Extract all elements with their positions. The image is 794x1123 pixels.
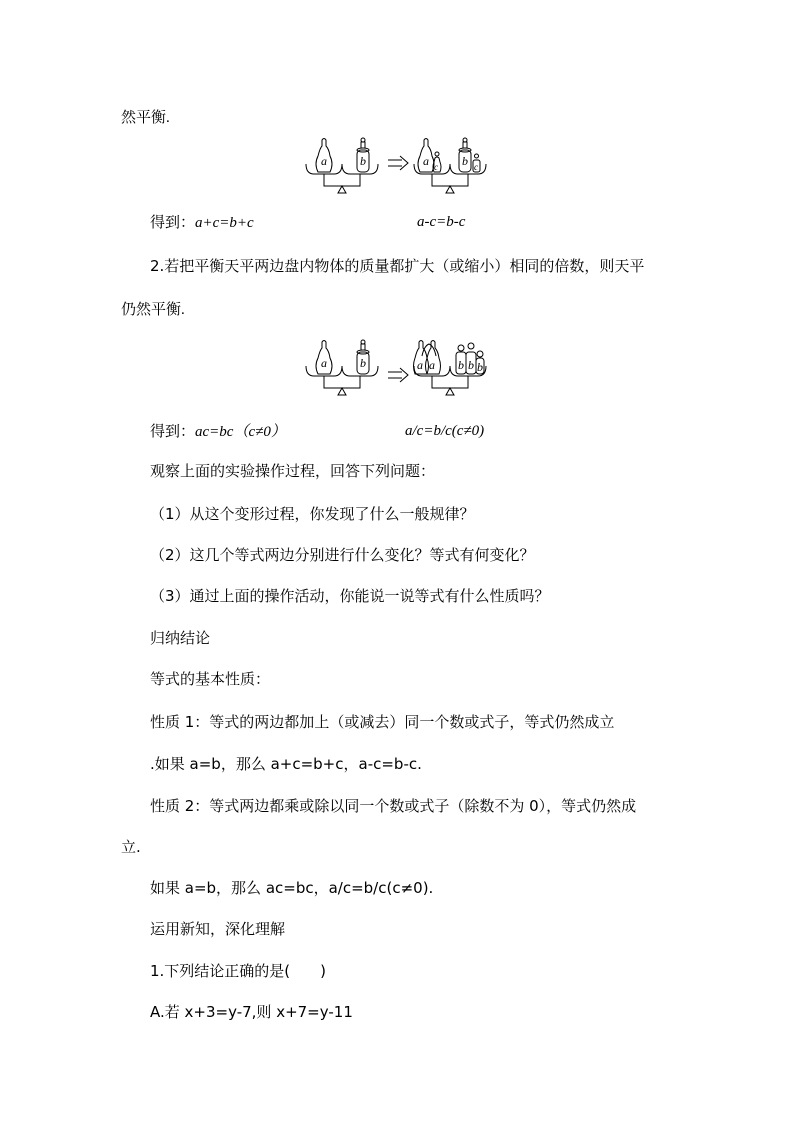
- continuation-period: .: [166, 110, 170, 126]
- option-a: A.若 x+3=y-7,则 x+7=y-11: [150, 1003, 353, 1021]
- properties-heading: 等式的基本性质：: [150, 670, 271, 688]
- balance-figure-addition-svg: [302, 134, 502, 204]
- paragraph-continuation: [121, 108, 170, 127]
- summary-heading: 归纳结论: [150, 629, 211, 647]
- property-2-example: 如果 a=b，那么 ac=bc，a/c=b/c(c≠0).: [150, 879, 434, 897]
- apply-heading: 运用新知，深化理解: [150, 920, 286, 938]
- rule2-line2-period: .: [181, 302, 185, 318]
- balance-figure-multiplication-svg: [302, 336, 502, 406]
- figure1-label-c-right: c: [474, 162, 478, 172]
- figure2-label-a: a: [321, 356, 327, 370]
- figure2-label-a1: a: [417, 358, 423, 372]
- balance-figure-addition: [302, 134, 502, 208]
- result1-label: 得到：: [150, 213, 196, 231]
- question-3: （3）通过上面的操作活动，你能说一说等式有什么性质吗？: [150, 587, 550, 605]
- result1-eq-right: a-c=b-c: [417, 214, 466, 230]
- figure1-label-b-right: b: [462, 154, 468, 168]
- observe-prompt: 观察上面的实验操作过程，回答下列问题：: [150, 462, 436, 480]
- result1-eq-left: a+c=b+c: [195, 215, 254, 231]
- figure2-label-b1: b: [458, 358, 464, 372]
- result2-eq-right: a/c=b/c(c≠0): [405, 423, 485, 439]
- continuation-text: 然平衡: [121, 108, 167, 126]
- question-1: （1）从这个变形过程，你发现了什么一般规律？: [150, 505, 475, 523]
- rule2-line1: 2.若把平衡天平两边盘内物体的质量都扩大（或缩小）相同的倍数，则天平: [150, 257, 645, 275]
- rule2-line2: [121, 300, 185, 319]
- figure2-label-b3: b: [477, 360, 483, 374]
- figure1-label-c-left: c: [434, 162, 438, 172]
- figure2-label-a2: a: [429, 358, 435, 372]
- question-2: （2）这几个等式两边分别进行什么变化？等式有何变化？: [150, 546, 535, 564]
- balance-figure-multiplication: [302, 336, 502, 410]
- result2-eq-left: ac=bc（c≠0）: [195, 424, 286, 440]
- figure2-label-b2: b: [468, 358, 474, 372]
- result-line-2: [150, 422, 286, 441]
- property-1: 性质 1：等式的两边都加上（或减去）同一个数或式子，等式仍然成立: [150, 713, 615, 731]
- question-multiple-choice: 1.下列结论正确的是( ): [150, 962, 327, 980]
- figure2-label-b: b: [360, 356, 366, 370]
- rule2-line2-text: 仍然平衡: [121, 300, 182, 318]
- result-line-1: [150, 213, 254, 232]
- property-2-line1: 性质 2：等式两边都乘或除以同一个数或式子（除数不为 0），等式仍然成: [150, 797, 637, 815]
- figure1-label-b: b: [360, 154, 366, 168]
- property-2-line2: 立.: [121, 838, 141, 856]
- result2-label: 得到：: [150, 422, 196, 440]
- figure1-label-a-right: a: [423, 154, 429, 168]
- figure1-label-a: a: [321, 154, 327, 168]
- property-1-example: .如果 a=b，那么 a+c=b+c，a-c=b-c.: [150, 755, 422, 773]
